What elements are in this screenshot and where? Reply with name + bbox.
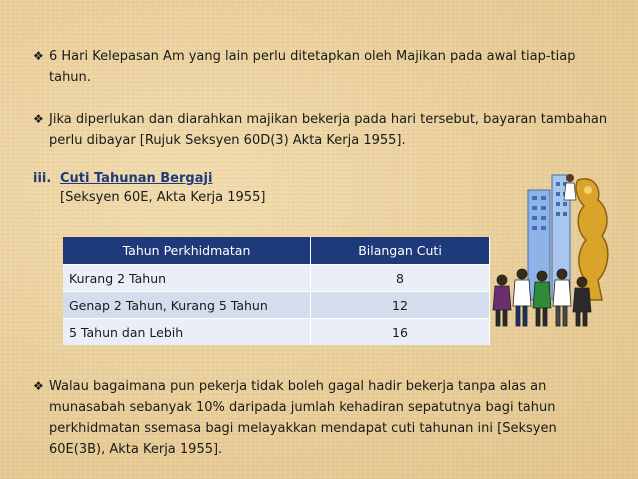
table-cell: Genap 2 Tahun, Kurang 5 Tahun (63, 292, 311, 319)
table-cell: 8 (311, 265, 490, 292)
bullet-text: Walau bagaimana pun pekerja tidak boleh gagal hadir bekerja tanpa alas an munasabah sebanyak 10% daripada jumlah kehadiran sepatutnya bagi tahun perkhidmatan ssemasa bagi melayakkan mendapat cuti tahunan ini [Seksyen 60E(3B), Akta Kerja 1955]. (49, 379, 557, 457)
bullet-extra-pay (33, 109, 613, 151)
office-workers-clipart-icon (490, 170, 620, 334)
section-number: iii. (33, 171, 52, 186)
bullet-text: 6 Hari Kelepasan Am yang lain perlu ditetapkan oleh Majikan pada awal tiap-tiap tahun. (49, 49, 576, 85)
table-cell: 12 (311, 292, 490, 319)
table-cell: 5 Tahun dan Lebih (63, 319, 311, 346)
column-header: Bilangan Cuti (311, 237, 490, 265)
section-heading (33, 169, 265, 207)
table-row (63, 265, 490, 292)
table-row (63, 319, 490, 346)
diamond-bullet-icon: ❖ (33, 112, 44, 126)
table-cell: 16 (311, 319, 490, 346)
table-cell: Kurang 2 Tahun (63, 265, 311, 292)
diamond-bullet-icon: ❖ (33, 379, 44, 393)
table-header-row (63, 237, 490, 265)
annual-leave-table (63, 237, 490, 345)
column-header: Tahun Perkhidmatan (63, 237, 311, 265)
table-row (63, 292, 490, 319)
section-reference: [Seksyen 60E, Akta Kerja 1955] (60, 190, 266, 205)
diamond-bullet-icon: ❖ (33, 49, 44, 63)
bullet-attendance-condition (33, 376, 613, 460)
bullet-text: Jika diperlukan dan diarahkan majikan bekerja pada hari tersebut, bayaran tambahan perlu dibayar [Rujuk Seksyen 60D(3) Akta Kerja 1955]. (49, 112, 608, 148)
bullet-public-holidays (33, 46, 613, 88)
section-title: Cuti Tahunan Bergaji (60, 171, 213, 186)
